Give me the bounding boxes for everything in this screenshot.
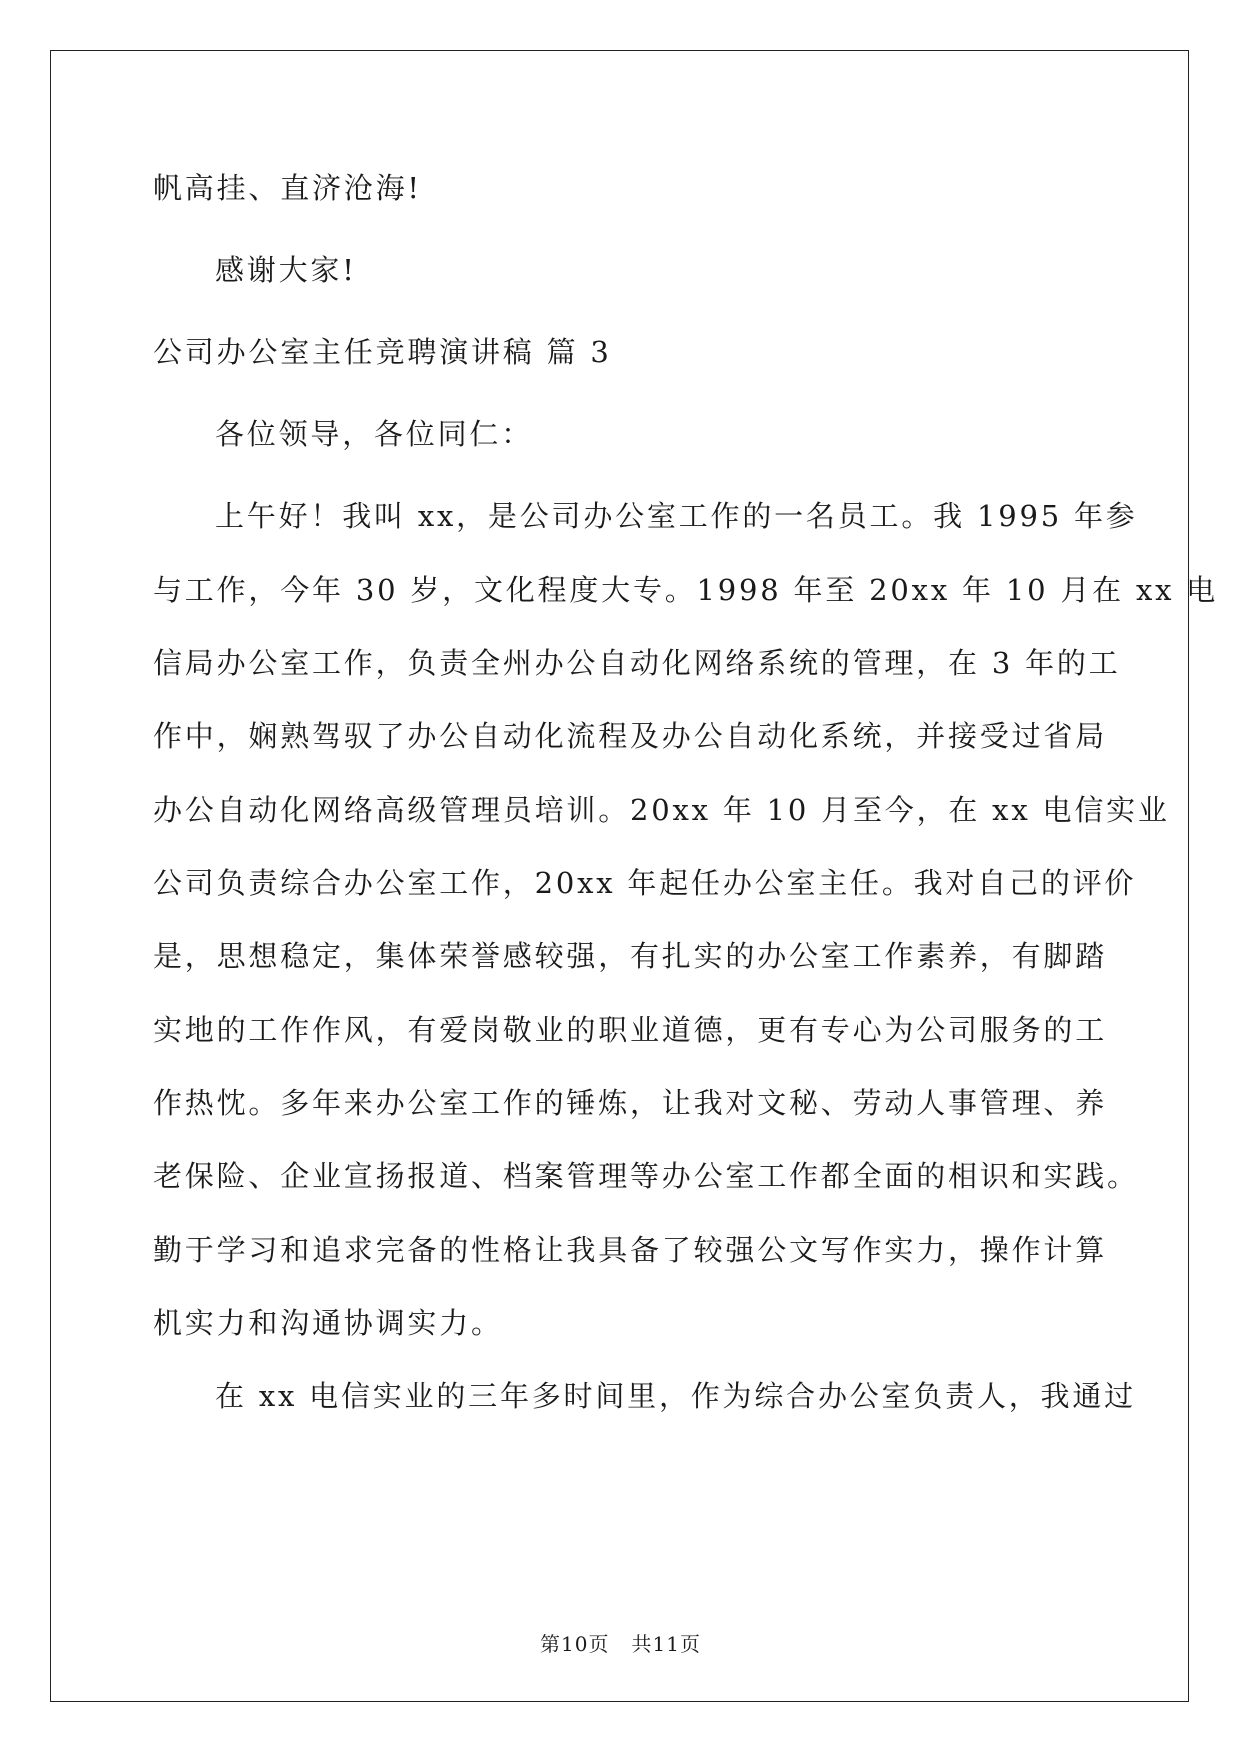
text-line: 作热忱。多年来办公室工作的锤炼，让我对文秘、劳动人事管理、养 — [153, 1086, 1108, 1120]
text-line: 实地的工作作风，有爱岗敬业的职业道德，更有专心为公司服务的工 — [153, 1013, 1108, 1047]
text-line: 机实力和沟通协调实力。 — [153, 1306, 503, 1340]
text-line: 帆高挂、直济沧海! — [153, 171, 422, 205]
salutation: 各位领导，各位同仁： — [215, 417, 534, 451]
section-title: 公司办公室主任竞聘演讲稿 篇 3 — [153, 335, 612, 369]
text-line: 上午好！我叫 xx，是公司办公室工作的一名员工。我 1995 年参 — [215, 499, 1138, 533]
text-line: 是，思想稳定，集体荣誉感较强，有扎实的办公室工作素养，有脚踏 — [153, 939, 1108, 973]
text-line: 公司负责综合办公室工作，20xx 年起任办公室主任。我对自己的评价 — [153, 866, 1137, 900]
page-number: 第10页 — [540, 1632, 610, 1656]
text-line: 老保险、企业宣扬报道、档案管理等办公室工作都全面的相识和实践。 — [153, 1159, 1139, 1193]
text-line: 办公自动化网络高级管理员培训。20xx 年 10 月至今，在 xx 电信实业 — [153, 793, 1170, 827]
page-total: 共11页 — [631, 1632, 701, 1656]
text-line: 与工作，今年 30 岁，文化程度大专。1998 年至 20xx 年 10 月在 xx 电 — [153, 573, 1219, 607]
text-line: 作中，娴熟驾驭了办公自动化流程及办公自动化系统，并接受过省局 — [153, 719, 1108, 753]
text-line: 感谢大家! — [215, 253, 357, 287]
text-line: 信局办公室工作，负责全州办公自动化网络系统的管理，在 3 年的工 — [153, 646, 1121, 680]
page-footer — [0, 1628, 1241, 1657]
text-line: 勤于学习和追求完备的性格让我具备了较强公文写作实力，操作计算 — [153, 1233, 1108, 1267]
text-line: 在 xx 电信实业的三年多时间里，作为综合办公室负责人，我通过 — [215, 1379, 1136, 1413]
